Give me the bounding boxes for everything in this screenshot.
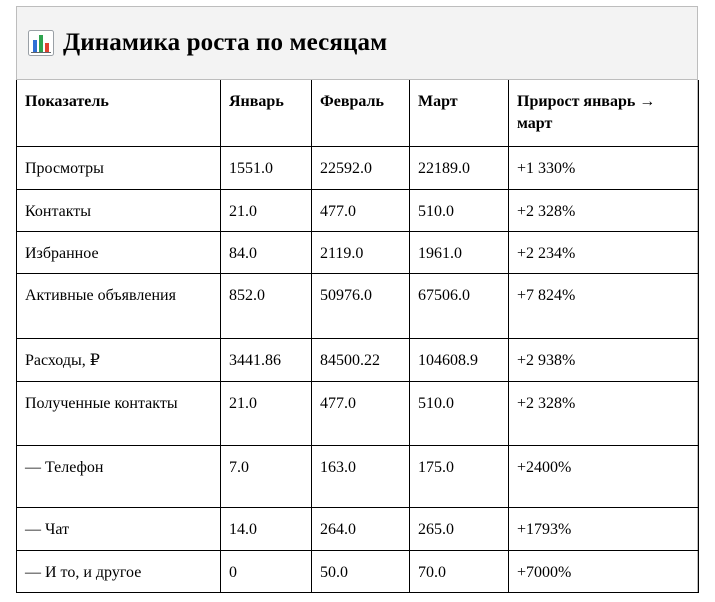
- table-cell: +7000%: [509, 550, 699, 592]
- table-cell: 477.0: [312, 189, 410, 231]
- card-header: [17, 7, 697, 80]
- growth-table: [16, 80, 699, 593]
- table-cell: 50.0: [312, 550, 410, 592]
- table-cell: +2400%: [509, 445, 699, 507]
- table-cell: 264.0: [312, 507, 410, 550]
- table-row: [17, 381, 699, 445]
- table-cell: 163.0: [312, 445, 410, 507]
- table-cell: 175.0: [410, 445, 509, 507]
- table-cell: 22189.0: [410, 146, 509, 189]
- table-cell: 84.0: [221, 231, 312, 273]
- table-cell: — И то, и другое: [17, 550, 221, 592]
- table-row: [17, 550, 699, 592]
- table-header-row: [17, 80, 699, 146]
- table-cell: — Чат: [17, 507, 221, 550]
- table-row: [17, 273, 699, 338]
- table-cell: 7.0: [221, 445, 312, 507]
- table-cell: 84500.22: [312, 338, 410, 381]
- table-cell: 22592.0: [312, 146, 410, 189]
- page-title: Динамика роста по месяцам: [63, 29, 388, 56]
- table-cell: 70.0: [410, 550, 509, 592]
- table-cell: 21.0: [221, 189, 312, 231]
- table-row: [17, 338, 699, 381]
- table-cell: 1961.0: [410, 231, 509, 273]
- table-cell: 14.0: [221, 507, 312, 550]
- column-header: Прирост январь → март: [509, 80, 699, 146]
- table-row: [17, 507, 699, 550]
- table-cell: Полученные контакты: [17, 381, 221, 445]
- table-cell: 67506.0: [410, 273, 509, 338]
- table-cell: 0: [221, 550, 312, 592]
- column-header: Показатель: [17, 80, 221, 146]
- table-cell: Расходы, ₽: [17, 338, 221, 381]
- column-header: Январь: [221, 80, 312, 146]
- table-cell: Просмотры: [17, 146, 221, 189]
- table-cell: Избранное: [17, 231, 221, 273]
- column-header: Март: [410, 80, 509, 146]
- table-cell: +1 330%: [509, 146, 699, 189]
- table-cell: Активные объявления: [17, 273, 221, 338]
- table-cell: 104608.9: [410, 338, 509, 381]
- table-row: [17, 146, 699, 189]
- table-cell: 510.0: [410, 381, 509, 445]
- table-cell: +2 328%: [509, 189, 699, 231]
- table-cell: 265.0: [410, 507, 509, 550]
- column-header: Февраль: [312, 80, 410, 146]
- table-cell: — Телефон: [17, 445, 221, 507]
- table-cell: +2 938%: [509, 338, 699, 381]
- table-cell: +1793%: [509, 507, 699, 550]
- growth-table-card: [16, 6, 698, 593]
- table-cell: 2119.0: [312, 231, 410, 273]
- table-cell: +7 824%: [509, 273, 699, 338]
- table-cell: 1551.0: [221, 146, 312, 189]
- table-row: [17, 189, 699, 231]
- table-cell: 21.0: [221, 381, 312, 445]
- table-cell: 3441.86: [221, 338, 312, 381]
- bar-chart-icon: [28, 30, 54, 56]
- table-row: [17, 231, 699, 273]
- table-row: [17, 445, 699, 507]
- table-cell: 477.0: [312, 381, 410, 445]
- table-cell: Контакты: [17, 189, 221, 231]
- table-cell: +2 234%: [509, 231, 699, 273]
- table-cell: 852.0: [221, 273, 312, 338]
- table-cell: 510.0: [410, 189, 509, 231]
- table-cell: 50976.0: [312, 273, 410, 338]
- table-cell: +2 328%: [509, 381, 699, 445]
